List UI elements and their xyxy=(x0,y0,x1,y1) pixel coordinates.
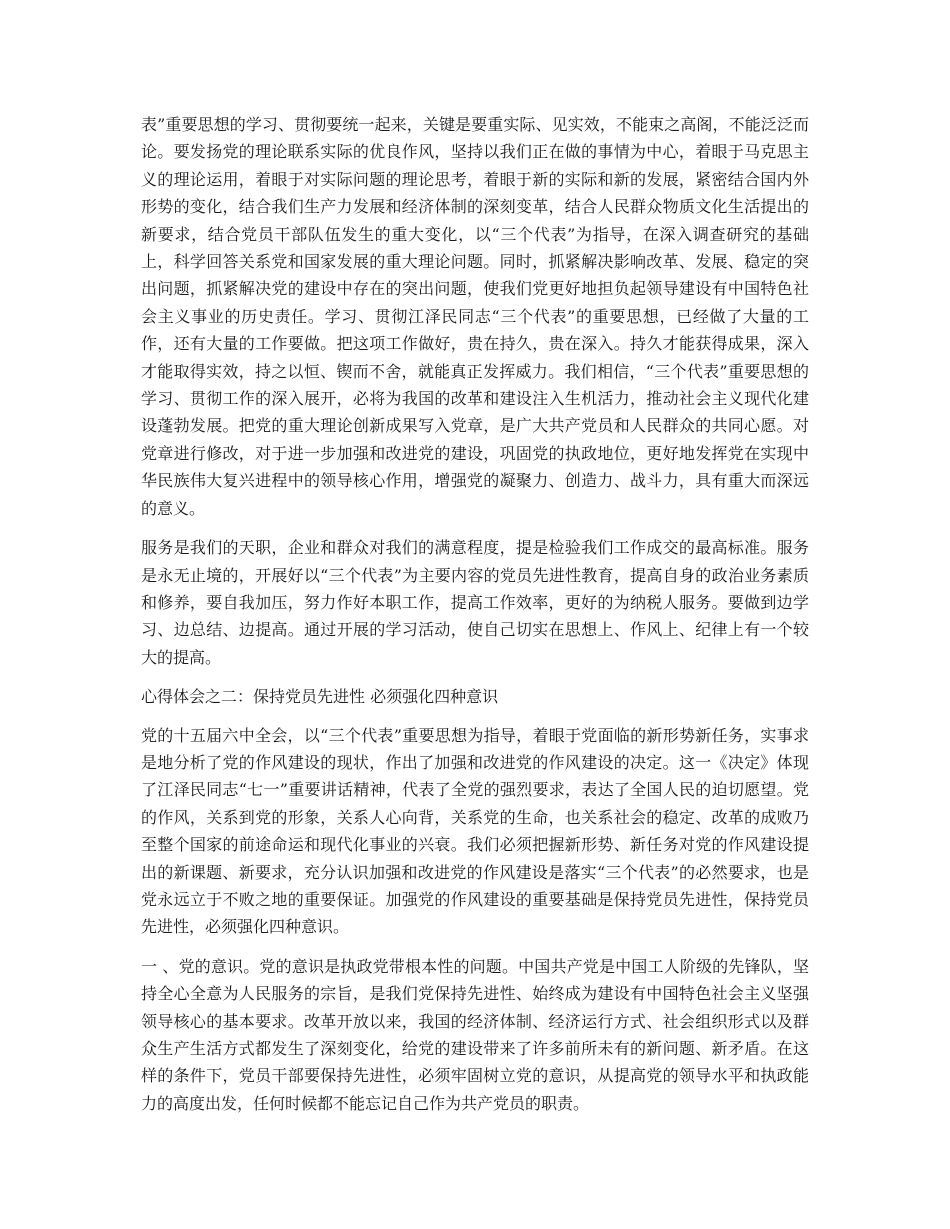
paragraph-party-style: 党的十五届六中全会，以“三个代表”重要思想为指导，着眼于党面临的新形势新任务，实事求是地分析了党的作风建设的现状，作出了加强和改进党的作风建设的决定。这一《决定》体现了江泽民同志“七一”重要讲话精神，代表了全党的强烈要求，表达了全国人民的迫切愿望。党的作风，关系到党的形象，关系人心向背，关系党的生命，也关系社会的稳定、改革的成败乃至整个国家的前途命运和现代化事业的兴衰。我们必须把握新形势、新任务对党的作风建设提出的新课题、新要求，充分认识加强和改进党的作风建设是落实“三个代表”的必然要求，也是党永远立于不败之地的重要保证。加强党的作风建设的重要基础是保持党员先进性，保持党员先进性，必须强化四种意识。 xyxy=(141,725,809,937)
paragraph-party-awareness: 一 、党的意识。党的意识是执政党带根本性的问题。中国共产党是中国工人阶级的先锋队，坚持全心全意为人民服务的宗旨，是我们党保持先进性、始终成为建设有中国特色社会主义坚强领导核心的基本要求。改革开放以来，我国的经济体制、经济运行方式、社会组织形式以及群众生产生活方式都发生了深刻变化，给党的建设带来了许多前所未有的新问题、新矛盾。在这样的条件下，党员干部要保持先进性，必须牢固树立党的意识，从提高党的领导水平和执政能力的高度出发，任何时候都不能忘记自己作为共产党员的职责。 xyxy=(141,956,809,1113)
section-heading: 心得体会之二：保持党员先进性 必须强化四种意识 xyxy=(141,687,499,707)
paragraph-service-duty: 服务是我们的天职，企业和群众对我们的满意程度，提是检验我们工作成交的最高标准。服务是永无止境的，开展好以“三个代表”为主要内容的党员先进性教育，提高自身的政治业务素质和修养，要自我加压，努力作好本职工作，提高工作效率，更好的为纳税人服务。要做到边学习、边总结、边提高。通过开展的学习活动，使自己切实在思想上、作风上、纪律上有一个较大的提高。 xyxy=(141,538,809,667)
document-page xyxy=(141,111,809,1129)
paragraph-theory-practice: 表”重要思想的学习、贯彻要统一起来，关键是要重实际、见实效，不能束之高阁，不能泛泛而论。要发扬党的理论联系实际的优良作风，坚持以我们正在做的事情为中心，着眼于马克思主义的理论运用，着眼于对实际问题的理论思考，着眼于新的实际和新的发展，紧密结合国内外形势的变化，结合我们生产力发展和经济体制的深刻变革，结合人民群众物质文化生活提出的新要求，结合党员干部队伍发生的重大变化，以“三个代表”为指导，在深入调查研究的基础上，科学回答关系党和国家发展的重大理论问题。同时，抓紧解决影响改革、发展、稳定的突出问题，抓紧解决党的建设中存在的突出问题，使我们党更好地担负起领导建设有中国特色社会主义事业的历史责任。学习、贯彻江泽民同志“三个代表”的重要思想，已经做了大量的工作，还有大量的工作要做。把这项工作做好，贵在持久，贵在深入。持久才能获得成果，深入才能取得实效，持之以恒、锲而不舍，就能真正发挥威力。我们相信，“三个代表”重要思想的学习、贯彻工作的深入展开，必将为我国的改革和建设注入生机活力，推动社会主义现代化建设蓬勃发展。把党的重大理论创新成果写入党章，是广大共产党员和人民群众的共同心愿。对党章进行修改，对于进一步加强和改进党的建设，巩固党的执政地位，更好地发挥党在实现中华民族伟大复兴进程中的领导核心作用，增强党的凝聚力、创造力、战斗力，具有重大而深远的意义。 xyxy=(141,115,809,518)
